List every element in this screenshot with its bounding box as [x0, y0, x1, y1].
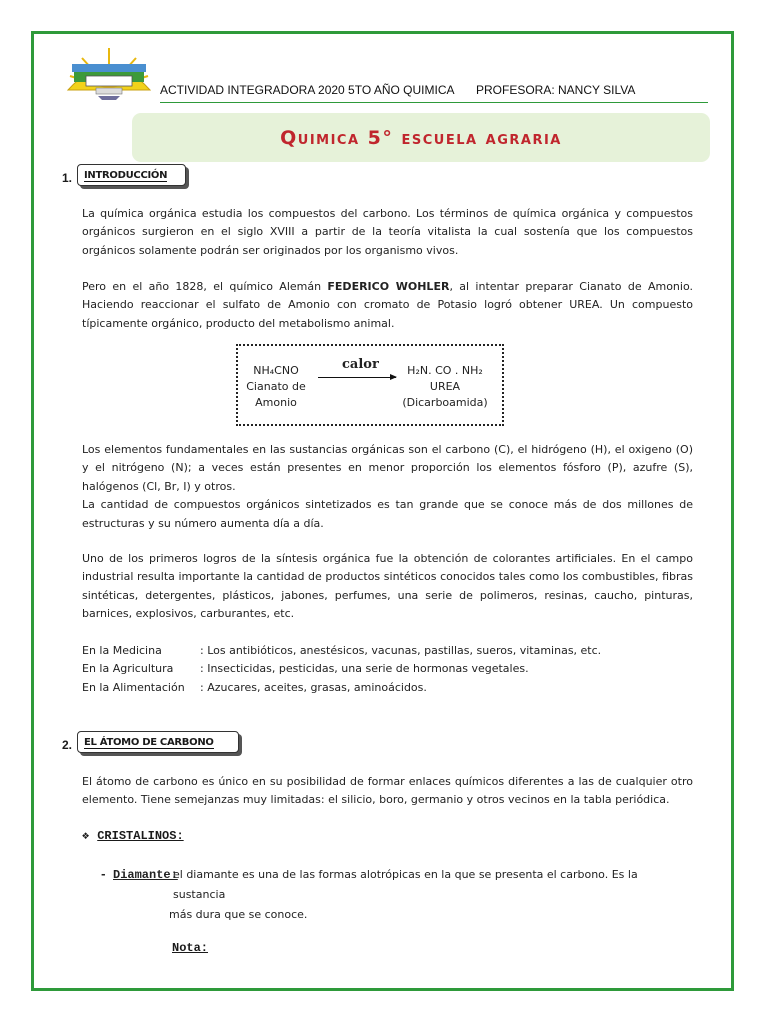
dash-bullet: - [101, 868, 106, 881]
product-alt-name: (Dicarboamida) [402, 396, 488, 409]
section-1-heading [77, 164, 186, 186]
diamond-bullet-icon: ❖ [82, 829, 90, 843]
use-items: : Los antibióticos, anestésicos, vacunas, pastillas, sueros, vitaminas, etc. [200, 644, 602, 657]
cristalinos-title: CRISTALINOS: [97, 829, 184, 843]
diamond-text-line-1: el diamante es una de las formas alotrópicas en la que se presenta el carbono. Es la sustancia [173, 868, 638, 901]
reaction-box [236, 344, 504, 426]
use-field: En la Medicina [82, 644, 162, 657]
header-rule [160, 102, 708, 103]
use-items: : Insecticidas, pesticidas, una serie de hormonas vegetales. [200, 662, 529, 676]
compounds-count-text: La cantidad de compuestos orgánicos sintetizados es tan grande que se conoce más de dos millones de estructuras y su número aumenta día a día. [82, 498, 693, 530]
section-1-number: 1. [62, 171, 73, 185]
school-logo [62, 40, 156, 102]
use-field: En la Alimentación [82, 680, 185, 694]
intro-paragraph-2 [82, 278, 693, 333]
elements-text: Los elementos fundamentales en las sustancias orgánicas son el carbono (C), el hidrógeno (H), el oxigeno (O) y el nitrógeno (N); a veces están presentes en menor proporción los elementos fósforo (P), azufre (S), halógenos (Cl, Br, I) y otros. [82, 443, 693, 493]
diamond-term: Diamante: [113, 868, 178, 882]
section-2-heading [77, 731, 239, 753]
reactant [238, 363, 314, 411]
section-2-number: 2. [62, 738, 73, 752]
carbon-paragraph: El átomo de carbono es único en su posibilidad de formar enlaces químicos diferentes a las de cualquier otro elemento. Tiene semejanzas muy limitadas: el silicio, boro, germanio y otros vecinos en la tabla periódica. [82, 775, 693, 807]
teacher-name: PROFESORA: NANCY SILVA [476, 83, 636, 97]
wohler-text-a: Pero en el año 1828, el químico Alemán [82, 280, 328, 293]
uses-row-medicina [82, 642, 693, 660]
section-2-title: EL ÁTOMO DE CARBONO [84, 737, 214, 748]
use-field: En la Agricultura [82, 662, 174, 676]
section-1-title: INTRODUCCIÓN [84, 170, 168, 181]
reactant-name-line-2: Amonio [255, 396, 297, 409]
uses-list [82, 642, 693, 697]
title-banner [132, 113, 710, 162]
reactant-name-line-1: Cianato de [246, 380, 306, 393]
wohler-name: FEDERICO WOHLER [327, 280, 450, 293]
cristalinos-heading [82, 828, 184, 843]
banner-title: Quimica 5° escuela agraria [280, 126, 562, 149]
activity-title: ACTIVIDAD INTEGRADORA 2020 5TO AÑO QUIMICA [160, 83, 455, 97]
use-items: : Azucares, aceites, grasas, aminoácidos. [200, 680, 427, 694]
note-label: Nota: [172, 941, 209, 955]
product-name: UREA [429, 380, 461, 393]
elements-paragraph [82, 441, 693, 533]
reaction-arrow-icon [318, 377, 396, 378]
product-formula: H₂N. CO . NH₂ [407, 364, 483, 377]
intro-paragraph-1: La química orgánica estudia los compuestos del carbono. Los términos de química orgánica y compuestos orgánicos surgieron en el siglo XVIII a partir de la teoría vitalista la cual sostenía que los compuestos orgánicos solamente podrán ser originados por los organismo vivos. [82, 207, 693, 257]
reaction-condition: calor [342, 357, 379, 372]
header-line [160, 83, 760, 97]
diamond-definition [101, 865, 693, 925]
uses-row-alimentacion [82, 679, 693, 697]
synthesis-paragraph: Uno de los primeros logros de la síntesis orgánica fue la obtención de colorantes artificiales. En el campo industrial resulta importante la cantidad de productos sintéticos conocidos tales como los combustibles, fibras sintéticas, detergentes, plásticos, jabones, perfumes, una serie de polimeros, resinas, caucho, pinturas, barnices, explosivos, carburantes, etc. [82, 552, 693, 621]
wohler-text-b: , al intentar preparar Cianato de Amonio. Haciendo reaccionar el sulfato de Amonio con cromato de Potasio logró obtener UREA. Un compuesto típicamente orgánico, producto del metabolismo animal. [82, 280, 693, 330]
product [388, 363, 502, 411]
uses-row-agricultura [82, 660, 693, 678]
reactant-formula: NH₄CNO [253, 364, 299, 377]
diamond-text-line-2: más dura que se conoce. [169, 908, 308, 921]
